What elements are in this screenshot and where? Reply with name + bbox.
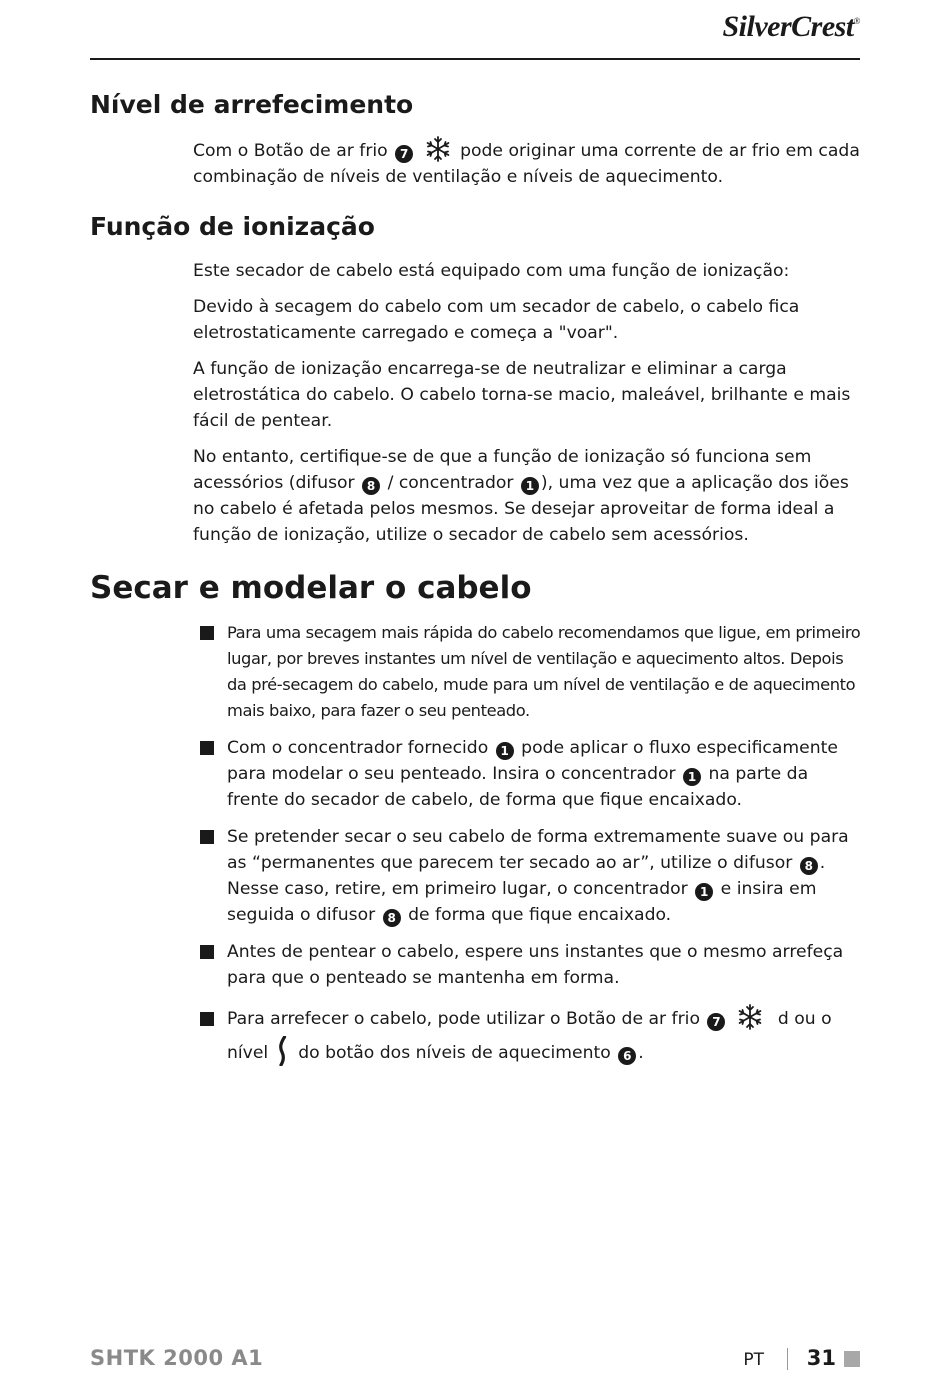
callout-number: 1 <box>695 883 713 901</box>
callout-number: 1 <box>521 477 539 495</box>
bullet-square-icon <box>200 1012 214 1026</box>
section-title: Nível de arrefecimento <box>90 90 414 119</box>
callout-number: 8 <box>362 477 380 495</box>
bullet-square-icon <box>200 945 214 959</box>
bullet-square-icon <box>200 830 214 844</box>
bullet-list <box>90 620 862 1070</box>
callout-number: 8 <box>800 857 818 875</box>
callout-number: 7 <box>707 1013 725 1031</box>
list-item: Para arrefecer o cabelo, pode utilizar o Botão de ar frio 7 d ou o nível do botão dos níveis de aquecimento 6 . <box>200 1002 862 1070</box>
callout-number: 1 <box>683 768 701 786</box>
list-item: Antes de pentear o cabelo, espere uns instantes que o mesmo arrefeça para que o penteado se mantenha em forma. <box>200 939 862 991</box>
callout-number: 6 <box>618 1047 636 1065</box>
brand-logo: SilverCrest® <box>722 10 860 43</box>
page-header <box>90 0 860 60</box>
section-ionizacao <box>90 210 862 548</box>
callout-number: 7 <box>395 145 413 163</box>
page-number: 31 <box>806 1346 836 1370</box>
model-number: SHTK 2000 A1 <box>90 1346 264 1370</box>
list-item: Com o concentrador fornecido 1 pode aplicar o fluxo especificamente para modelar o seu penteado. Insira o concentrador 1 na parte da frente do secador de cabelo, de forma que fique encaixado. <box>200 735 862 813</box>
snowflake-icon <box>737 1004 763 1030</box>
section-arrefecimento <box>90 88 862 190</box>
section-title: Função de ionização <box>90 212 375 241</box>
bullet-square-icon <box>200 626 214 640</box>
chapter-title: Secar e modelar o cabelo <box>90 570 532 606</box>
callout-number: 8 <box>383 909 401 927</box>
paragraph: A função de ionização encarrega-se de neutralizar e eliminar a carga eletrostática do cabelo. O cabelo torna-se macio, maleável, brilhante e mais fácil de pentear. <box>193 359 851 431</box>
footer-divider <box>787 1348 788 1370</box>
paragraph: Com o Botão de ar frio 7 pode originar uma corrente de ar frio em cada combinação de níveis de ventilação e níveis de aquecimento. <box>193 136 862 190</box>
snowflake-icon <box>425 136 451 162</box>
page-content <box>90 88 862 1090</box>
paragraph: Devido à secagem do cabelo com um secador de cabelo, o cabelo fica eletrostaticamente carregado e começa a "voar". <box>193 297 800 343</box>
page-square-icon <box>844 1351 860 1367</box>
paragraph: No entanto, certifique-se de que a função de ionização só funciona sem acessórios (difusor 8 / concentrador 1 ), uma vez que a aplicação dos iões no cabelo é afetada pelos mesmos. Se desejar aproveitar de forma ideal a função de ionização, utilize o secador de cabelo sem acessórios. <box>193 447 849 545</box>
list-item: Para uma secagem mais rápida do cabelo recomendamos que ligue, em primeiro lugar, por breves instantes um nível de ventilação e aquecimento altos. Depois da pré-secagem do cabelo, mude para um nível de ventilação e de aquecimento mais baixo, para fazer o seu penteado. <box>200 620 862 724</box>
bullet-square-icon <box>200 741 214 755</box>
page-footer <box>90 1346 860 1376</box>
callout-number: 1 <box>496 742 514 760</box>
paragraph: Este secador de cabelo está equipado com uma função de ionização: <box>193 261 790 281</box>
heat-level-icon <box>278 1036 288 1066</box>
language-code: PT <box>743 1350 764 1370</box>
list-item: Se pretender secar o seu cabelo de forma extremamente suave ou para as “permanentes que parecem ter secado ao ar”, utilize o difusor 8 . Nesse caso, retire, em primeiro lugar, o concentrador 1 e insira em seguida o difusor 8 de forma que fique encaixado. <box>200 824 862 928</box>
section-secar <box>90 568 862 1070</box>
